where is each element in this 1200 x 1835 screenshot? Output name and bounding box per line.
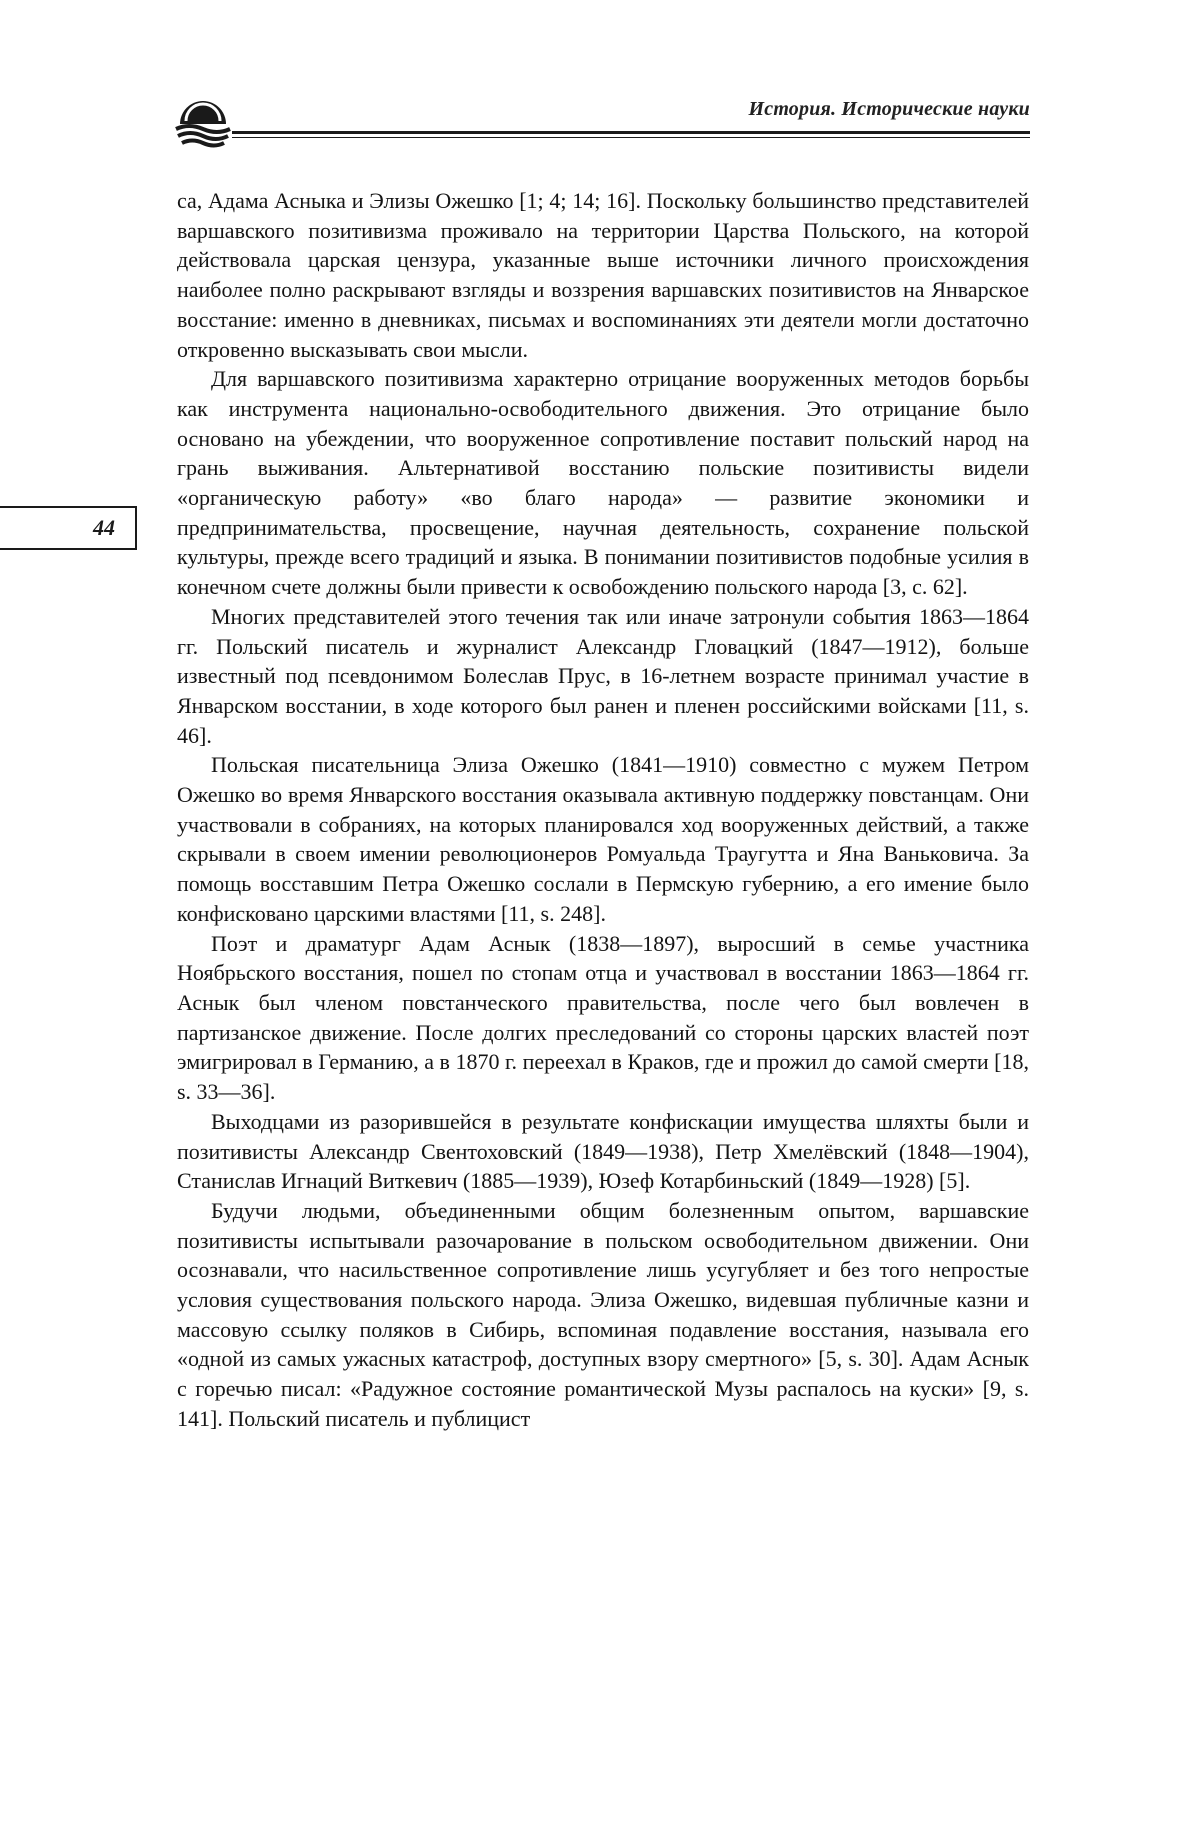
page-header	[172, 96, 1030, 148]
paragraph: Для варшавского позитивизма характерно отрицание вооруженных методов борьбы как инструмента национально-освободительного движения. Это отрицание было основано на убеждении, что вооруженное сопротивление поставит польский народ на грань выживания. Альтернативой восстанию польские позитивисты видели «органическую работу» «во благо народа» — развитие экономики и предпринимательства, просвещение, научная деятельность, сохранение польской культуры, прежде всего традиций и языка. В понимании позитивистов подобные усилия в конечном счете должны были привести к освобождению польского народа [3, с. 62].	[177, 366, 1029, 600]
paragraph: са, Адама Асныка и Элизы Ожешко [1; 4; 14; 16]. Поскольку большинство представителей варшавского позитивизма проживало на территории Царства Польского, на которой действовала царская цензура, указанные выше источники личного происхождения наиболее полно раскрывают взгляды и воззрения варшавских позитивистов на Январское восстание: именно в дневниках, письмах и воспоминаниях эти деятели могли достаточно откровенно высказывать свои мысли.	[177, 188, 1029, 362]
header-rule-thick	[232, 131, 1030, 134]
running-title: История. Исторические науки	[748, 98, 1030, 120]
page-number-tab	[0, 506, 137, 550]
paragraph: Польская писательница Элиза Ожешко (1841—1910) совместно с мужем Петром Ожешко во время Январского восстания оказывала активную поддержку повстанцам. Они участвовали в собраниях, на которых планировался ход вооруженных действий, а также скрывали в своем имении революционеров Ромуальда Траугутта и Яна Ваньковича. За помощь восставшим Петра Ожешко сослали в Пермскую губернию, а его имение было конфисковано царскими властями [11, s. 248].	[177, 752, 1029, 926]
page-number: 44	[93, 515, 115, 540]
header-rule-thin	[232, 137, 1030, 138]
paragraph: Выходцами из разорившейся в результате конфискации имущества шляхты были и позитивисты Александр Свентоховский (1849—1938), Петр Хмелёвский (1848—1904), Станислав Игнаций Виткевич (1885—1939), Юзеф Котарбиньский (1849—1928) [5].	[177, 1108, 1029, 1194]
paragraph: Будучи людьми, объединенными общим болезненным опытом, варшавские позитивисты испытывали разочарование в польском освободительном движении. Они осознавали, что насильственное сопротивление лишь усугубляет и без того непростые условия существования польского народа. Элиза Ожешко, видевшая публичные казни и массовую ссылку поляков в Сибирь, вспоминая подавление восстания, называла его «одной из самых ужасных катастроф, доступных взору смертного» [5, s. 30]. Адам Аснык с горечью писал: «Радужное состояние романтической Музы распалось на куски» [9, s. 141]. Польский писатель и публицист	[177, 1197, 1029, 1431]
paragraph: Многих представителей этого течения так или иначе затронули события 1863—1864 гг. Польский писатель и журналист Александр Гловацкий (1847—1912), больше известный под псевдонимом Болеслав Прус, в 16-летнем возрасте принимал участие в Январском восстании, в ходе которого был ранен и пленен российскими войсками [11, s. 46].	[177, 603, 1029, 748]
body-text	[177, 186, 1029, 1434]
paragraph: Поэт и драматург Адам Аснык (1838—1897), выросший в семье участника Ноябрьского восстания, пошел по стопам отца и участвовал в восстании 1863—1864 гг. Аснык был членом повстанческого правительства, после чего был вовлечен в партизанское движение. После долгих преследований со стороны царских властей поэт эмигрировал в Германию, а в 1870 г. переехал в Краков, где и прожил до самой смерти [18, s. 33—36].	[177, 930, 1029, 1105]
wave-globe-icon	[172, 100, 234, 150]
